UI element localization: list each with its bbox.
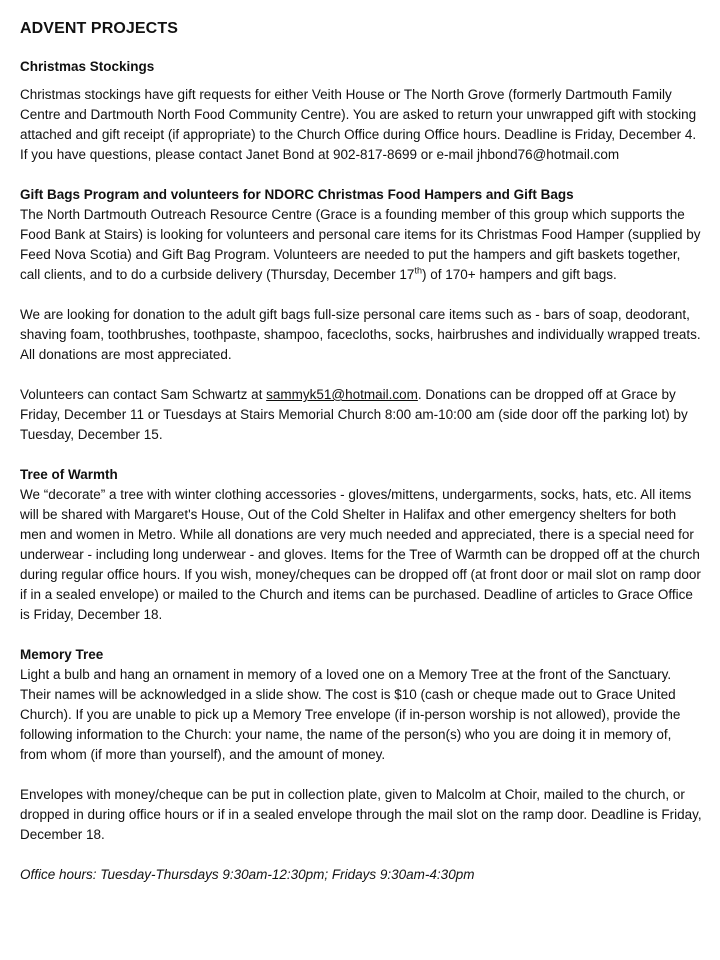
tree-of-warmth-body: We “decorate” a tree with winter clothing accessories - gloves/mittens, undergarments, socks, hats, etc. All items will be shared with Margaret's House, Out of the Cold Shelter in Halifax and other emergency shelters for both men and women in Metro. While all donations are very much needed and appreciated, there is a special need for underwear - including long underwear - and gloves. Items for the Tree of Warmth can be dropped off at the church during regular office hours. If you wish, money/cheques can be dropped off (at front door or mail slot on ramp door if in a sealed envelope) or mailed to the Church and items can be purchased. Deadline of articles to Grace Office is Friday, December 18. — [20, 487, 701, 622]
ordinal-suffix: th — [414, 265, 422, 276]
gift-bags-p1-end: ) of 170+ hampers and gift bags. — [421, 267, 617, 282]
stockings-heading: Christmas Stockings — [20, 59, 155, 74]
gift-bags-paragraph-2: We are looking for donation to the adult gift bags full-size personal care items such as - bars of soap, deodorant, shaving foam, toothbrushes, toothpaste, shampoo, facecloths, socks, hairbrushes and individually wrapped treats. All donations are most appreciated. — [20, 307, 701, 362]
section-christmas-stockings — [20, 57, 702, 165]
tree-of-warmth-heading: Tree of Warmth — [20, 467, 118, 482]
office-hours: Office hours: Tuesday-Thursdays 9:30am-12:30pm; Fridays 9:30am-4:30pm — [20, 867, 475, 882]
email-link[interactable]: sammyk51@hotmail.com — [266, 387, 418, 402]
memory-tree-paragraph-2: Envelopes with money/cheque can be put in collection plate, given to Malcolm at Choir, mailed to the church, or dropped in during office hours or if in a sealed envelope through the mail slot on the ramp door. Deadline is Friday, December 18. — [20, 787, 702, 842]
memory-tree-heading: Memory Tree — [20, 647, 104, 662]
gift-bags-p3-end: . Donations can be dropped off at Grace by Friday, December 11 or Tuesdays at Stairs Memorial Church 8:00 am-10:00 am (side door off the parking lot) by Tuesday, December 15. — [20, 387, 688, 442]
section-gift-bags — [20, 185, 702, 445]
gift-bags-heading: Gift Bags Program and volunteers for NDORC Christmas Food Hampers and Gift Bags — [20, 187, 574, 202]
gift-bags-paragraph-1 — [20, 205, 702, 285]
stockings-body: Christmas stockings have gift requests for either Veith House or The North Grove (formerly Dartmouth Family Centre and Dartmouth North Food Community Centre). You are asked to return your unwrapped gift with stocking attached and gift receipt (if appropriate) to the Church Office during Office hours. Deadline is Friday, December 4. If you have questions, please contact Janet Bond at 902-817-8699 or e-mail jhbond76@hotmail.com — [20, 87, 697, 162]
gift-bags-p1-text: The North Dartmouth Outreach Resource Centre (Grace is a founding member of this group which supports the Food Bank at Stairs) is looking for volunteers and personal care items for its Christmas Food Hamper (supplied by Feed Nova Scotia) and Gift Bag Program. Volunteers are needed to put the hampers and gift baskets together, call clients, and to do a curbside delivery (Thursday, December 17 — [20, 207, 701, 282]
gift-bags-p3-text: Volunteers can contact Sam Schwartz at — [20, 387, 267, 402]
gift-bags-paragraph-3 — [20, 385, 702, 445]
section-memory-tree — [20, 645, 702, 845]
memory-tree-paragraph-1: Light a bulb and hang an ornament in memory of a loved one on a Memory Tree at the front of the Sanctuary. Their names will be acknowledged in a slide show. The cost is $10 (cash or cheque made out to Grace United Church). If you are unable to pick up a Memory Tree envelope (if in-person worship is not allowed), provide the following information to the Church: your name, the name of the person(s) who you are doing it in memory of, from whom (if more than yourself), and the amount of money. — [20, 667, 681, 762]
section-tree-of-warmth — [20, 465, 702, 625]
page-title: ADVENT PROJECTS — [20, 20, 178, 37]
